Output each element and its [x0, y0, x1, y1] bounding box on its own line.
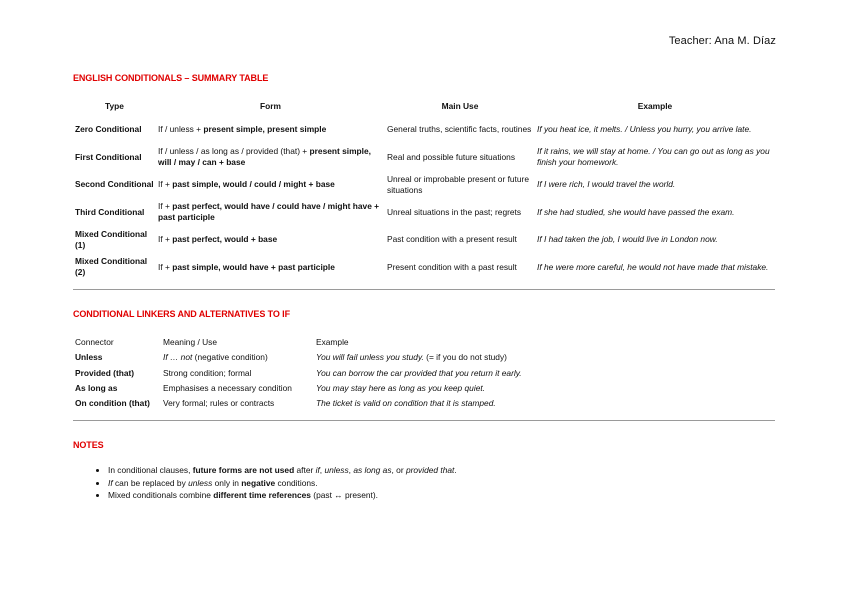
- cell-example: [314, 381, 524, 396]
- cell-type: Zero Conditional: [75, 124, 142, 135]
- text-run: can be replaced by: [112, 477, 189, 488]
- cell-meaning: [161, 396, 314, 411]
- note-item: [108, 464, 457, 477]
- text-run: Very formal; rules or contracts: [163, 398, 275, 409]
- cell-type: Second Conditional: [75, 179, 154, 190]
- text-run: (negative condition): [192, 352, 268, 363]
- text-run: If … not: [163, 352, 193, 363]
- note-item: [108, 489, 457, 502]
- summary-row: [73, 116, 775, 144]
- text-run: ,: [348, 465, 354, 475]
- summary-table: [73, 99, 775, 281]
- text-run: after: [294, 465, 316, 475]
- text-run: If +: [158, 261, 173, 272]
- text-run: Mixed conditionals combine: [108, 490, 214, 500]
- cell-example: [314, 366, 524, 381]
- cell-connector: Provided (that): [75, 367, 135, 378]
- cell-example: If you heat ice, it melts. / Unless you hurry, you arrive late.: [537, 124, 752, 135]
- linker-row: [73, 396, 524, 411]
- divider: [73, 420, 775, 421]
- cell-form: [156, 144, 385, 172]
- summary-row: [73, 144, 775, 172]
- summary-header-row: [73, 99, 775, 116]
- text-run: If / unless +: [158, 124, 204, 135]
- text-run: .: [454, 465, 457, 475]
- cell-main-use: Present condition with a past result: [387, 261, 517, 272]
- summary-row: [73, 226, 775, 254]
- linkers-header-row: [73, 335, 524, 350]
- text-run: If +: [158, 201, 173, 212]
- text-run: The ticket is valid on condition that it is stamped.: [316, 398, 496, 409]
- summary-row: [73, 254, 775, 282]
- text-run: Emphasises a necessary condition: [163, 383, 292, 394]
- cell-form: [156, 171, 385, 199]
- text-run: , or: [391, 465, 406, 475]
- summary-table-title: ENGLISH CONDITIONALS – SUMMARY TABLE: [73, 73, 269, 83]
- text-run: If +: [158, 234, 173, 245]
- cell-meaning: [161, 350, 314, 365]
- cell-main-use: Unreal or improbable present or future situations: [387, 173, 529, 195]
- header-main-use: Main Use: [441, 101, 479, 111]
- cell-connector: As long as: [75, 383, 118, 394]
- header-meaning: Meaning / Use: [163, 337, 217, 348]
- cell-type: Mixed Conditional (2): [75, 256, 148, 278]
- cell-form: [156, 116, 385, 144]
- cell-example: [314, 396, 524, 411]
- text-run: future forms are not used: [192, 465, 295, 475]
- text-run: present simple, present simple: [203, 124, 327, 135]
- cell-example: If I were rich, I would travel the world.: [537, 179, 676, 190]
- cell-form: [156, 254, 385, 282]
- cell-example: If she had studied, she would have passed the exam.: [537, 206, 735, 217]
- cell-example: [314, 350, 524, 365]
- linker-row: [73, 366, 524, 381]
- cell-connector: On condition (that): [75, 398, 150, 409]
- text-run: (= if you do not study): [423, 352, 507, 363]
- cell-form: [156, 199, 385, 227]
- text-run: provided that: [405, 465, 455, 475]
- cell-example: If I had taken the job, I would live in London now.: [537, 234, 718, 245]
- text-run: unless: [324, 465, 349, 475]
- header-example: Example: [637, 101, 673, 111]
- cell-meaning: [161, 366, 314, 381]
- text-run: past simple, would / could / might + base: [172, 179, 335, 190]
- text-run: past perfect, would + base: [172, 234, 278, 245]
- text-run: as long as: [353, 465, 392, 475]
- text-run: unless: [188, 477, 213, 488]
- text-run: if: [315, 465, 320, 475]
- cell-example: If he were more careful, he would not have made that mistake.: [537, 261, 769, 272]
- text-run: only in: [212, 477, 242, 488]
- linker-row: [73, 350, 524, 365]
- teacher-name: Teacher: Ana M. Díaz: [668, 35, 776, 47]
- header-type: Type: [105, 101, 124, 111]
- summary-row: [73, 199, 775, 227]
- linkers-table: [73, 335, 524, 411]
- header-form: Form: [260, 101, 281, 111]
- header-example: Example: [316, 337, 349, 348]
- cell-main-use: Past condition with a present result: [387, 234, 517, 245]
- cell-main-use: Unreal situations in the past; regrets: [387, 206, 522, 217]
- text-run: different time references: [213, 490, 311, 500]
- cell-type: Third Conditional: [75, 206, 145, 217]
- text-run: If: [108, 477, 113, 488]
- linker-row: [73, 381, 524, 396]
- text-run: past simple, would have + past participle: [172, 261, 335, 272]
- notes-title: NOTES: [73, 440, 104, 450]
- header-connector: Connector: [75, 337, 114, 348]
- cell-form: [156, 226, 385, 254]
- text-run: Strong condition; formal: [163, 367, 252, 378]
- text-run: past perfect, would have / could have / might have + past participle: [158, 201, 380, 223]
- text-run: conditions.: [275, 477, 318, 488]
- text-run: In conditional clauses,: [108, 465, 193, 475]
- summary-row: [73, 171, 775, 199]
- text-run: present simple, will / may / can + base: [158, 146, 371, 168]
- text-run: If +: [158, 179, 173, 190]
- cell-main-use: Real and possible future situations: [387, 151, 516, 162]
- linkers-title: CONDITIONAL LINKERS AND ALTERNATIVES TO IF: [73, 309, 290, 319]
- text-run: You can borrow the car provided that you return it early.: [316, 367, 522, 378]
- cell-meaning: [161, 381, 314, 396]
- note-item: [108, 477, 457, 490]
- text-run: You will fail unless you study.: [316, 352, 424, 363]
- divider: [73, 289, 775, 290]
- text-run: ,: [319, 465, 325, 475]
- cell-main-use: General truths, scientific facts, routines: [387, 124, 532, 135]
- text-run: negative: [241, 477, 276, 488]
- text-run: If / unless / as long as / provided (that) +: [158, 146, 310, 157]
- cell-type: First Conditional: [75, 151, 142, 162]
- cell-example: If it rains, we will stay at home. / You can go out as long as you finish your homework.: [537, 146, 770, 168]
- cell-connector: Unless: [75, 352, 103, 363]
- text-run: You may stay here as long as you keep quiet.: [316, 383, 485, 394]
- notes-list: [90, 464, 457, 502]
- cell-type: Mixed Conditional (1): [75, 228, 148, 250]
- text-run: (past ↔ present).: [310, 490, 378, 500]
